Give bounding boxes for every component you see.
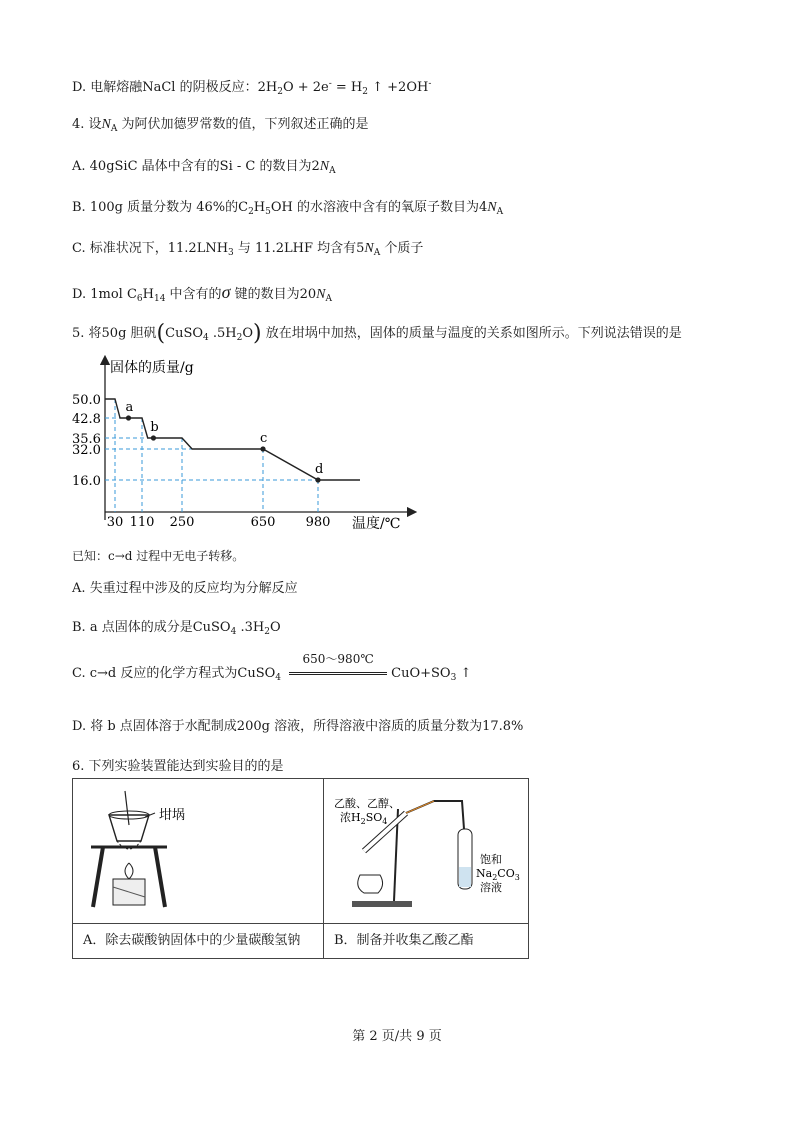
reaction-condition: 650～980℃ [285, 665, 391, 683]
q4-stem: 4. 设$N_A$ 为阿伏加德罗常数的值，下列叙述正确的是 [72, 117, 369, 134]
page-footer: 第 2 页/共 9 页 [352, 1029, 442, 1044]
point-label-c: c [260, 431, 268, 446]
y-tick-label: 42.8 [72, 412, 101, 427]
x-axis-label: 温度/℃ [352, 516, 401, 532]
y-tick-labels [72, 393, 101, 489]
point-label-b: b [150, 420, 159, 435]
point-d [315, 477, 320, 482]
solution-label: $Na_2CO_3$ [476, 867, 520, 882]
y-tick-label: 32.0 [72, 443, 101, 458]
q5-stem: 5. 将50g 胆矾(CuSO$_4$ $.5H_2O$) 放在坩埚中加热，固体的质量与温度的关系如图所示。下列说法错误的是 [72, 321, 682, 346]
x-tick-labels [107, 515, 331, 530]
q5-known: 已知：c→d 过程中无电子转移。 [72, 549, 245, 563]
q4-option-d: D. 1mol $C_6H_{14}$ 中含有的σ 键的数目为$20N_A$ [72, 282, 332, 304]
point-markers [126, 400, 324, 483]
reagent-label: 浓$H_2SO_4$ [340, 811, 388, 826]
q6-caption-b: B．制备并收集乙酸乙酯 [324, 924, 529, 959]
crucible-label: 坩埚 [159, 808, 186, 823]
q3-option-d: D. 电解熔融NaCl 的阴极反应：$2H_2O + 2e^- = H_2$ ↑ +2OH- [72, 79, 432, 97]
guide-lines [105, 399, 318, 512]
q5-option-d: D. 将 b 点固体溶于水配制成200g 溶液，所得溶液中溶质的质量分数为17.8% [72, 719, 524, 734]
point-a [126, 415, 131, 420]
q6-image-b [324, 779, 529, 924]
q5-option-b: B. a 点固体的成分是CuSO$_4$ $.3H_2O$ [72, 620, 281, 637]
svg-text:溶液: 溶液 [480, 881, 502, 894]
q4-option-c: C. 标准状况下，$11.2LNH_3$ 与 11.2LHF 均含有$5N_A$ 个质子 [72, 241, 424, 258]
svg-text:饱和: 饱和 [480, 853, 502, 866]
y-tick-label: 35.6 [72, 432, 101, 447]
x-tick-label: 250 [169, 515, 195, 530]
q4-option-b: B. 100g 质量分数为 46%的$C_2H_5OH$ 的水溶液中含有的氧原子数目为$4N_A$ [72, 200, 504, 217]
y-tick-label: 50.0 [72, 393, 101, 408]
q6-options-table [72, 778, 529, 959]
delivery-tube [406, 801, 464, 829]
point-label-d: d [315, 462, 324, 477]
point-label-a: a [125, 400, 134, 415]
lamp [358, 875, 383, 893]
mass-temperature-chart [70, 352, 420, 532]
y-axis-label: 固体的质量/g [110, 360, 194, 376]
crucible-heating-apparatus [73, 779, 323, 919]
x-tick-label: 30 [106, 515, 124, 530]
point-b [151, 435, 156, 440]
x-tick-label: 110 [129, 515, 155, 530]
q5-option-a: A. 失重过程中涉及的反应均为分解反应 [72, 581, 298, 596]
x-tick-label: 980 [305, 515, 331, 530]
q6-image-a [73, 779, 324, 924]
y-tick-label: 16.0 [72, 474, 101, 489]
flame [125, 863, 133, 879]
q4-option-a: A. 40gSiC 晶体中含有的Si - C 的数目为$2N_A$ [72, 159, 336, 176]
q6-caption-a: A．除去碳酸钠固体中的少量碳酸氢钠 [73, 924, 324, 959]
svg-text:乙酸、乙醇、: 乙酸、乙醇、 [334, 797, 400, 810]
q5-option-c: C. c→d 反应的化学方程式为CuSO$_4$ 650～980℃ $CuO+SO_3$ ↑ [72, 652, 472, 683]
q6-stem: 6. 下列实验装置能达到实验目的的是 [72, 759, 284, 774]
x-tick-label: 650 [250, 515, 276, 530]
ester-preparation-apparatus [324, 779, 528, 919]
point-c [260, 446, 265, 451]
